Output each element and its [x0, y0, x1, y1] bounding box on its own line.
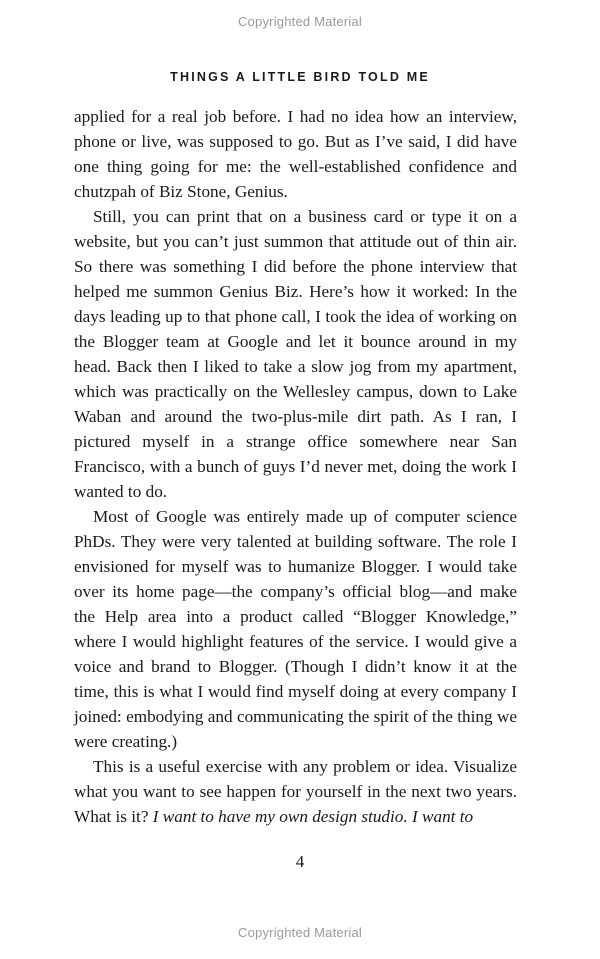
paragraph-3: Most of Google was entirely made up of computer science PhDs. They were very talented at building software. The role I envisioned for myself was to humanize Blogger. I would take over its home page—the company’s official blog—and make the Help area into a product called “Blogger Knowledge,” where I would highlight features of the service. I would give a voice and brand to Blogger. (Though I didn’t know it at the time, this is what I would find myself doing at every company I joined: embodying and communicating the spirit of the thing we were creating.) — [74, 507, 517, 751]
page-number: 4 — [295, 852, 305, 871]
running-head: THINGS A LITTLE BIRD TOLD ME — [170, 70, 430, 84]
paragraph-4-italic: I want to have my own design studio. I want to — [152, 807, 474, 826]
copyright-watermark-bottom: Copyrighted Material — [238, 925, 362, 940]
paragraph-1: applied for a real job before. I had no idea how an interview, phone or live, was supposed to go. But as I’ve said, I did have one thing going for me: the well-established confidence and chutzpah of Biz Stone, Genius. — [74, 107, 517, 201]
paragraph-4-text: This is a useful exercise with any problem or idea. Visualize what you want to see happen for yourself in the next two years. What is it? — [74, 757, 517, 826]
body-text — [74, 104, 517, 829]
paragraph-4 — [74, 754, 517, 829]
paragraph-2: Still, you can print that on a business card or type it on a website, but you can’t just summon that attitude out of thin air. So there was something I did before the phone interview that helped me summon Genius Biz. Here’s how it worked: In the days leading up to that phone call, I took the idea of working on the Blogger team at Google and let it bounce around in my head. Back then I liked to take a slow jog from my apartment, which was practically on the Wellesley campus, down to Lake Waban and around the two-plus-mile dirt path. As I ran, I pictured myself in a strange office somewhere near San Francisco, with a bunch of guys I’d never met, doing the work I wanted to do. — [74, 207, 517, 501]
copyright-watermark-top: Copyrighted Material — [238, 14, 362, 29]
